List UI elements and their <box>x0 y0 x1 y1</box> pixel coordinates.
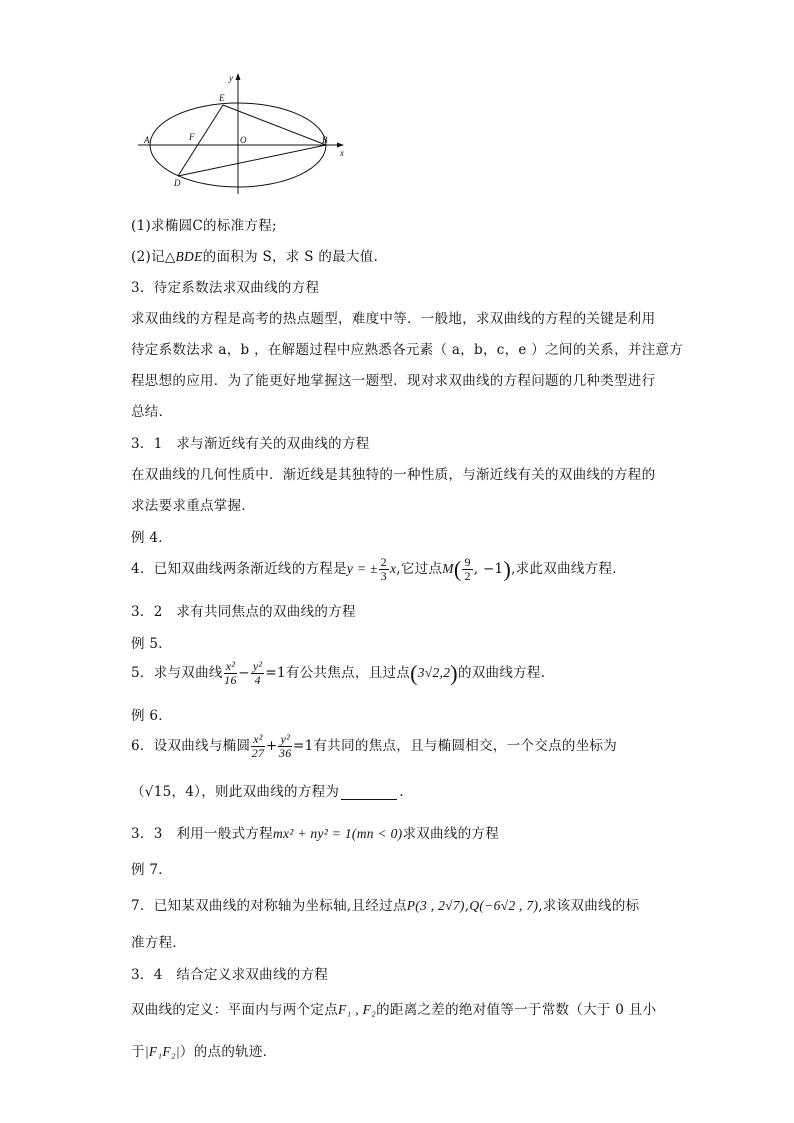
answer-blank[interactable] <box>341 799 397 800</box>
x-axis-arrow <box>337 143 344 148</box>
s33-equation: mx² + ny² = 1(mn < 0) <box>272 826 403 841</box>
section-3-3-heading <box>131 822 499 842</box>
p4-text-c: ,求此双曲线方程． <box>511 561 627 577</box>
label-y: y <box>229 73 233 83</box>
para-2-line-1: 在双曲线的几何性质中．渐近线是其独特的一种性质，与渐近线有关的双曲线的方程的 <box>131 467 656 483</box>
y-axis-arrow <box>236 73 241 80</box>
p6-fraction-2: $\frac{\text{y²}}{36}$ <box>278 732 292 760</box>
para-1-line-1: 求双曲线的方程是高考的热点题型，难度中等．一般地，求双曲线的方程的关键是利用 <box>131 311 656 327</box>
p5-equals: =1 <box>265 665 286 681</box>
section-3-2-heading: 3．2 求有共同焦点的双曲线的方程 <box>131 604 356 620</box>
question-1: (1)求椭圆C的标准方程; <box>131 218 277 234</box>
q2-triangle: BDE <box>175 249 203 264</box>
section-3-1-heading: 3．1 求与渐近线有关的双曲线的方程 <box>131 436 370 452</box>
label-x: x <box>340 148 344 158</box>
p5-point: 3√2,2 <box>417 665 451 680</box>
p6-plus: + <box>265 738 278 754</box>
example-7-label: 例 7． <box>131 862 173 878</box>
def-abs: |F₁F₂| <box>144 1044 180 1059</box>
p5-text-a: 5．求与双曲线 <box>131 665 223 681</box>
p5-text-b: 有公共焦点，且过点 <box>285 665 411 681</box>
label-F: F <box>189 132 195 142</box>
p5-fraction-1: $\frac{\text{x²}}{16}$ <box>224 659 237 687</box>
p4-fraction: $\frac{2}{3}$ <box>380 555 387 583</box>
p4-m-tail: , −1 <box>473 561 504 577</box>
segment-DB <box>178 145 326 176</box>
s33-text-b: 求双曲线的方程 <box>402 826 500 842</box>
q2-prefix: (2)记△ <box>131 249 176 265</box>
p7-point-Q: Q(−6√2 , 7) <box>469 898 539 913</box>
p7-sep: , <box>464 898 470 914</box>
problem-6-line-2 <box>131 780 404 800</box>
p7-text-b: ,求该双曲线的标 <box>538 898 640 914</box>
section-3-heading: 3．待定系数法求双曲线的方程 <box>131 280 320 296</box>
para-1-line-3: 程思想的应用．为了能更好地掌握这一题型．现对求双曲线的方程问题的几种类型进行 <box>131 373 656 389</box>
problem-7-line-2: 准方程． <box>131 935 187 951</box>
p7-text-a: 7．已知某双曲线的对称轴为坐标轴,且经过点 <box>131 898 407 914</box>
def-foci: F₁ , F₂ <box>338 1002 377 1017</box>
label-A: A <box>144 135 150 145</box>
p4-text-a: 4．已知双曲线两条渐近线的方程是 <box>131 561 347 577</box>
label-B: B <box>322 135 328 145</box>
p6-text-c: （√15，4），则此双曲线的方程为 <box>131 784 340 800</box>
q2-suffix: 的面积为 S，求 S 的最大值. <box>202 249 379 265</box>
segment-ED <box>178 105 223 176</box>
label-O: O <box>240 135 247 145</box>
example-5-label: 例 5． <box>131 636 173 652</box>
def-text-a: 双曲线的定义：平面内与两个定点 <box>131 1002 338 1018</box>
p4-text-b: ,它过点 <box>396 561 443 577</box>
problem-6 <box>131 733 617 760</box>
def-text-d: ）的点的轨迹． <box>179 1044 277 1060</box>
label-D: D <box>174 178 181 188</box>
def-text-c: 于 <box>131 1044 145 1060</box>
problem-4: 4．已知双曲线两条渐近线的方程是y = ± $\frac{2}{3}$ x,它过点M( $\frac{9}{2}$ , −1),求此双曲线方程． <box>131 555 627 583</box>
p4-m-fraction: $\frac{9}{2}$ <box>464 555 471 583</box>
s33-text-a: 3．3 利用一般式方程 <box>131 826 273 842</box>
p5-fraction-2: $\frac{\text{y²}}{4}$ <box>252 659 263 687</box>
p7-point-P: P(3 , 2√7) <box>406 898 465 913</box>
definition-line-1 <box>131 998 656 1018</box>
question-2 <box>131 245 378 265</box>
para-2-line-2: 求法要求重点掌握． <box>131 498 256 514</box>
p4-x: x <box>389 561 397 576</box>
example-6-label: 例 6． <box>131 708 173 724</box>
p6-text-a: 6．设双曲线与椭圆 <box>131 738 251 754</box>
p5-text-c: 的双曲线方程. <box>457 665 546 681</box>
para-1-line-4: 总结． <box>131 404 173 420</box>
definition-line-2 <box>131 1040 277 1060</box>
example-4-label: 例 4． <box>131 530 173 546</box>
problem-7 <box>131 894 639 914</box>
section-3-4-heading: 3．4 结合定义求双曲线的方程 <box>131 967 329 983</box>
p5-minus: − <box>238 665 250 681</box>
p6-text-d: . <box>399 784 404 800</box>
ellipse-figure <box>132 70 362 195</box>
p6-equals: =1 <box>292 738 314 754</box>
p4-point-M: M <box>442 561 454 576</box>
label-E: E <box>219 93 225 103</box>
para-1-line-2: 待定系数法求 a，b ，在解题过程中应熟悉各元素（ a，b，c，e ）之间的关系，并注意方 <box>131 342 684 358</box>
def-text-b: 的距离之差的绝对值等一于常数（大于 0 且小 <box>376 1002 657 1018</box>
p6-fraction-1: $\frac{\text{x²}}{27}$ <box>251 732 265 760</box>
p6-text-b: 有共同的焦点，且与椭圆相交，一个交点的坐标为 <box>313 738 618 754</box>
problem-5: 5．求与双曲线 $\frac{\text{x²}}{16}$ − $\frac{\text{y²}}{4}$ =1有公共焦点，且过点(3√2,2)的双曲线方程. <box>131 659 546 687</box>
p4-eq: y = ± <box>346 561 378 576</box>
